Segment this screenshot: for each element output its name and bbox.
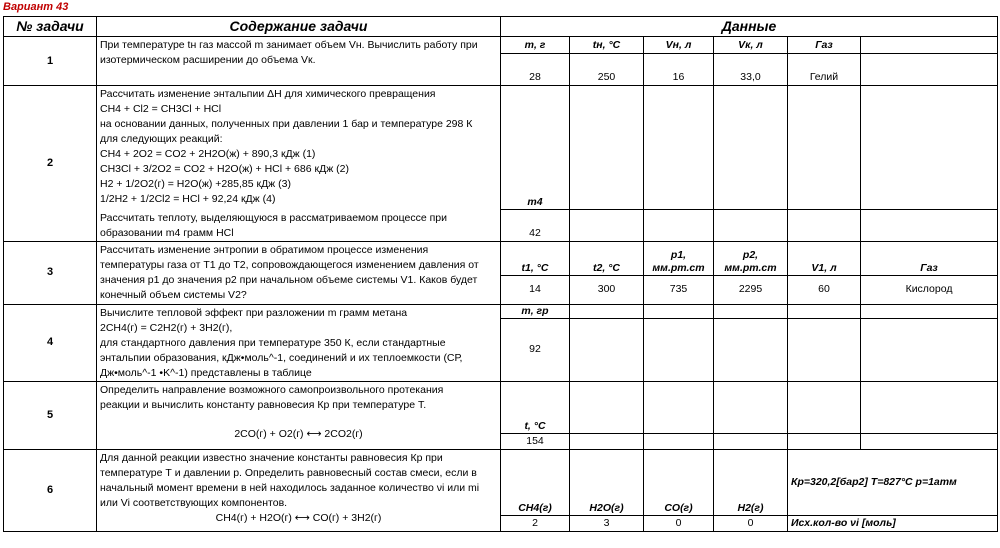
task-5-value: 154 (501, 433, 570, 449)
empty-cell (861, 318, 998, 381)
task-6-label: CH4(г) (501, 449, 570, 515)
task-6-line: Для данной реакции известно значение константы равновесия Кр при (100, 451, 443, 464)
empty-cell (861, 54, 998, 86)
task-3-value: 60 (788, 275, 861, 304)
empty-cell (644, 210, 714, 242)
empty-cell (861, 37, 998, 54)
task-5-number: 5 (4, 381, 97, 449)
task-6-label: CO(г) (644, 449, 714, 515)
task-6-value: 0 (714, 515, 788, 531)
task-1-value: 16 (644, 54, 714, 86)
task-4-number: 4 (4, 304, 97, 381)
empty-cell (570, 304, 644, 318)
task-2-text-2 (97, 210, 501, 242)
empty-cell (788, 210, 861, 242)
task-1-value: Гелий (788, 54, 861, 86)
task-2-line: CH3Cl + 3/2O2 = CO2 + H2O(ж) + HCl + 686 кДж (2) (100, 163, 349, 175)
empty-cell (570, 86, 644, 210)
empty-cell (788, 433, 861, 449)
empty-cell (788, 318, 861, 381)
task-2-line: CH4 + 2O2 = CO2 + 2H2O(ж) + 890,3 кДж (1) (100, 148, 316, 160)
empty-cell (570, 210, 644, 242)
task-3-value: 2295 (714, 275, 788, 304)
task-5-equation: 2CO(г) + O2(г) ⟷ 2CO2(г) (234, 427, 363, 440)
empty-cell (861, 210, 998, 242)
task-3-label: V1, л (788, 241, 861, 275)
task-1-value: 250 (570, 54, 644, 86)
task-3-label: Газ (861, 241, 998, 275)
task-5-text (97, 381, 501, 449)
task-1-label: Vн, л (644, 37, 714, 54)
task-4-label: m, гр (501, 304, 570, 318)
task-1-label: Vк, л (714, 37, 788, 54)
task-4-line: для стандартного давления при температуре 350 К, если стандартные (100, 336, 446, 349)
task-6-conditions: Кр=320,2[бар2] Т=827°С р=1атм (788, 449, 998, 515)
task-3-value: 300 (570, 275, 644, 304)
task-5-label-row (4, 381, 998, 433)
task-5-line: Определить направление возможного самопроизвольного протекания (100, 383, 444, 396)
task-6-label: H2O(г) (570, 449, 644, 515)
task-6-label-row (4, 449, 998, 515)
empty-cell (714, 86, 788, 210)
task-3-line: значения р1 до значения р2 при начальном объеме системы V1. Каков будет (100, 273, 478, 286)
task-1-label: tн, °С (570, 37, 644, 54)
task-3-line: Рассчитать изменение энтропии в обратимом процессе изменения (100, 243, 429, 256)
task-6-equation: CH4(г) + H2O(г) ⟷ CO(г) + 3H2(г) (215, 511, 382, 524)
task-5-label: t, °C (501, 381, 570, 433)
task-6-value: 3 (570, 515, 644, 531)
task-3-label: t1, °C (501, 241, 570, 275)
task-3-line: конечный объем системы V2? (100, 288, 247, 301)
task-2-text (97, 86, 501, 210)
empty-cell (570, 433, 644, 449)
task-6-value: 0 (644, 515, 714, 531)
empty-cell (861, 433, 998, 449)
task-3-value: 735 (644, 275, 714, 304)
task-3-text (97, 241, 501, 304)
header-content: Содержание задачи (97, 17, 501, 37)
empty-cell (788, 86, 861, 210)
empty-cell (714, 318, 788, 381)
empty-cell (570, 381, 644, 433)
task-2-number: 2 (4, 86, 97, 242)
task-4-label-row (4, 304, 998, 318)
task-4-line: Вычислите тепловой эффект при разложении m грамм метана (100, 306, 408, 319)
empty-cell (714, 304, 788, 318)
task-4-line: Дж•моль^-1 •K^-1) представлены в таблице (100, 366, 312, 379)
task-1-label: Газ (788, 37, 861, 54)
task-4-text (97, 304, 501, 381)
empty-cell (644, 86, 714, 210)
task-6-line: начальный момент времени в ней находилось заданное количество νi или mi (100, 481, 480, 494)
task-2-line: образовании m4 грамм HCl (100, 226, 234, 239)
task-3-line: температуры газа от Т1 до Т2, сопровождающегося изменением давления от (100, 258, 479, 271)
variant-title: Вариант 43 (3, 1, 69, 13)
task-2-line: H2 + 1/2O2(г) = H2O(ж) +285,85 кДж (3) (100, 178, 291, 190)
task-3-value: Кислород (861, 275, 998, 304)
task-4-line: энтальпии образования, кДж•моль^-1, соединений и их теплоемкости (СР, (100, 351, 463, 364)
empty-cell (644, 318, 714, 381)
task-3-label: p1, мм.рт.ст (644, 241, 714, 275)
task-1-text (97, 37, 501, 86)
task-3-label: t2, °C (570, 241, 644, 275)
task-6-label: H2(г) (714, 449, 788, 515)
task-6-text (97, 449, 501, 531)
empty-cell (788, 304, 861, 318)
empty-cell (861, 304, 998, 318)
task-1-label: m, г (501, 37, 570, 54)
header-row (4, 17, 998, 37)
empty-cell (714, 433, 788, 449)
task-4-line: 2CH4(г) = C2H2(г) + 3H2(г), (100, 321, 233, 334)
empty-cell (714, 210, 788, 242)
task-2-line: для следующих реакций: (100, 133, 223, 145)
task-3-label-row (4, 241, 998, 275)
task-1-number: 1 (4, 37, 97, 86)
task-6-number: 6 (4, 449, 97, 531)
header-data: Данные (501, 17, 998, 37)
task-2-label: m4 (501, 86, 570, 210)
empty-cell (570, 318, 644, 381)
task-1-line: При температуре tн газ массой m занимает объем Vн. Вычислить работу при (100, 39, 478, 51)
task-6-value: 2 (501, 515, 570, 531)
task-3-number: 3 (4, 241, 97, 304)
task-6-line: температуре Т и давлении р. Определить равновесный состав смеси, если в (100, 466, 477, 479)
task-2-line: на основании данных, полученных при давлении 1 бар и температуре 298 К (100, 118, 473, 130)
task-2-line: Рассчитать изменение энтальпии ΔН для химического превращения (100, 88, 436, 100)
empty-cell (644, 381, 714, 433)
task-1-label-row (4, 37, 998, 54)
empty-cell (644, 433, 714, 449)
empty-cell (644, 304, 714, 318)
tasks-table (3, 16, 998, 532)
task-1-line: изотермическом расширении до объема Vк. (100, 54, 316, 66)
task-2-value: 42 (501, 210, 570, 242)
empty-cell (714, 381, 788, 433)
task-2-row-b (4, 210, 998, 242)
task-1-value: 33,0 (714, 54, 788, 86)
empty-cell (861, 381, 998, 433)
task-6-line: или Vi соответствующих компонентов. (100, 496, 288, 509)
task-2-row-a (4, 86, 998, 210)
task-4-value: 92 (501, 318, 570, 381)
task-5-line: реакции и вычислить константу равновесия Кр при температуре Т. (100, 398, 427, 411)
task-2-line: 1/2H2 + 1/2Cl2 = HCl + 92,24 кДж (4) (100, 193, 276, 205)
task-3-label: p2, мм.рт.ст (714, 241, 788, 275)
task-3-value: 14 (501, 275, 570, 304)
task-6-amount-label: Исх.кол-во νi [моль] (788, 515, 998, 531)
task-2-line: Рассчитать теплоту, выделяющуюся в рассматриваемом процессе при (100, 211, 448, 224)
task-2-line: CH4 + Cl2 = CH3Cl + HCl (100, 103, 222, 115)
task-1-value: 28 (501, 54, 570, 86)
empty-cell (788, 381, 861, 433)
empty-cell (861, 86, 998, 210)
header-num: № задачи (4, 17, 97, 37)
